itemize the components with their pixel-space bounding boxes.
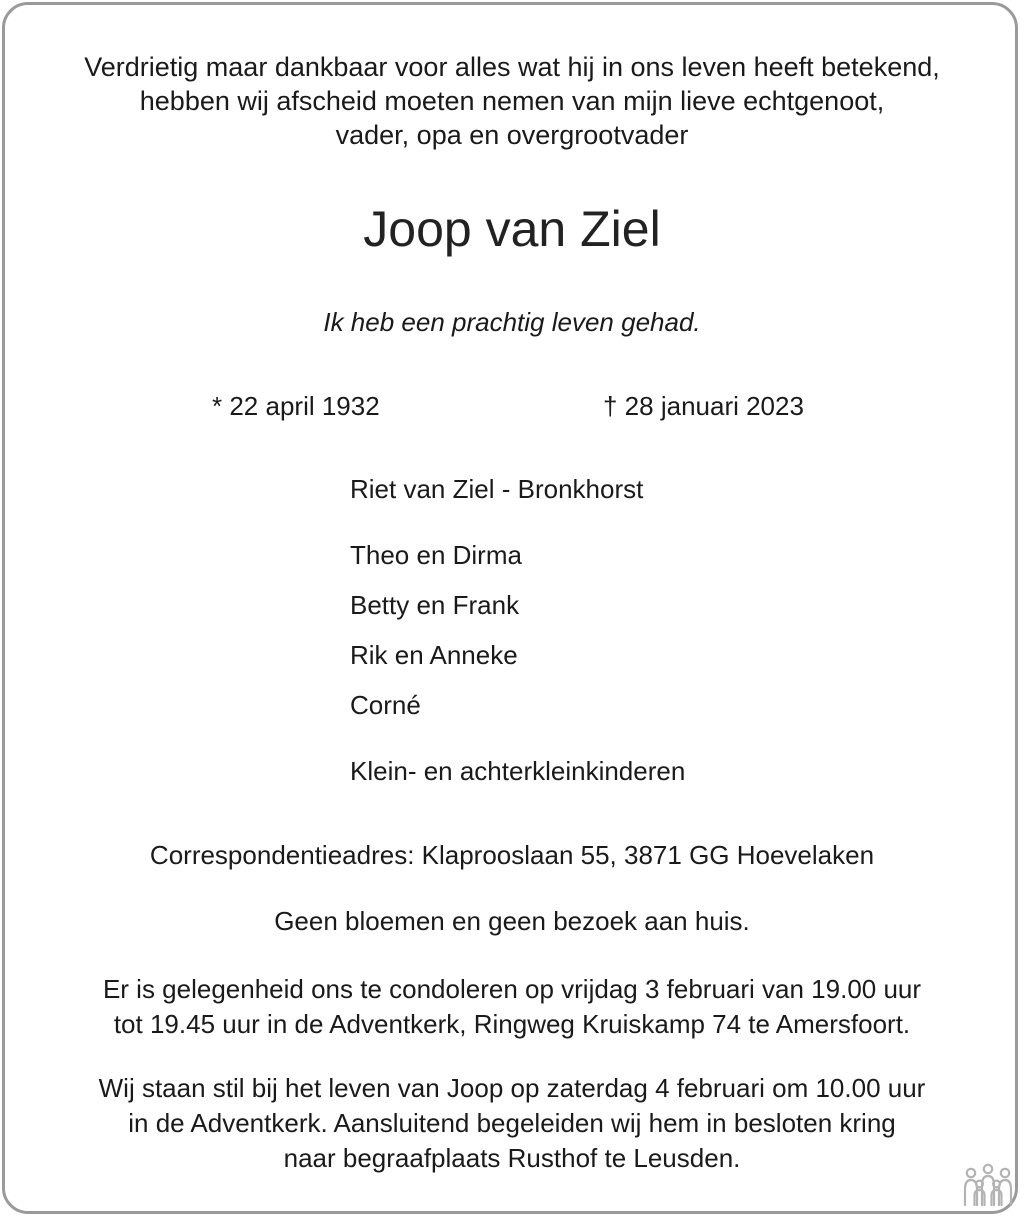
child-line: Betty en Frank: [350, 590, 520, 620]
intro-line: vader, opa en overgrootvader: [335, 120, 689, 150]
child-line: Theo en Dirma: [350, 540, 522, 570]
service-line: in de Adventkerk. Aansluitend begeleiden wij hem in besloten kring: [128, 1108, 896, 1138]
family-people-icon: [962, 1163, 1014, 1207]
condolence-info: [0, 972, 1024, 1042]
intro-line: Verdrietig maar dankbaar voor alles wat hij in ons leven heeft betekend,: [84, 52, 940, 82]
child-line: Corné: [350, 690, 421, 720]
quote: Ik heb een prachtig leven gehad.: [323, 307, 701, 337]
condolence-line: tot 19.45 uur in de Adventkerk, Ringweg Kruiskamp 74 te Amersfoort.: [113, 1009, 911, 1039]
service-line: Wij staan stil bij het leven van Joop op zaterdag 4 februari om 10.00 uur: [98, 1073, 926, 1103]
correspondence-address: Correspondentieadres: Klaprooslaan 55, 3871 GG Hoevelaken: [149, 840, 875, 870]
service-line: naar begraafplaats Rusthof te Leusden.: [283, 1143, 741, 1173]
intro-text: [0, 50, 1024, 152]
no-flowers-note: Geen bloemen en geen bezoek aan huis.: [274, 906, 750, 936]
service-info: [0, 1071, 1024, 1176]
spouse-name: Riet van Ziel - Bronkhorst: [350, 474, 644, 504]
grandchildren-line: Klein- en achterkleinkinderen: [350, 756, 686, 786]
child-line: Rik en Anneke: [350, 640, 518, 670]
deceased-name: Joop van Ziel: [363, 201, 661, 257]
condolence-line: Er is gelegenheid ons te condoleren op vrijdag 3 februari van 19.00 uur: [102, 974, 922, 1004]
death-date: † 28 januari 2023: [603, 391, 804, 421]
intro-line: hebben wij afscheid moeten nemen van mijn lieve echtgenoot,: [139, 86, 885, 116]
birth-date: * 22 april 1932: [212, 391, 380, 421]
